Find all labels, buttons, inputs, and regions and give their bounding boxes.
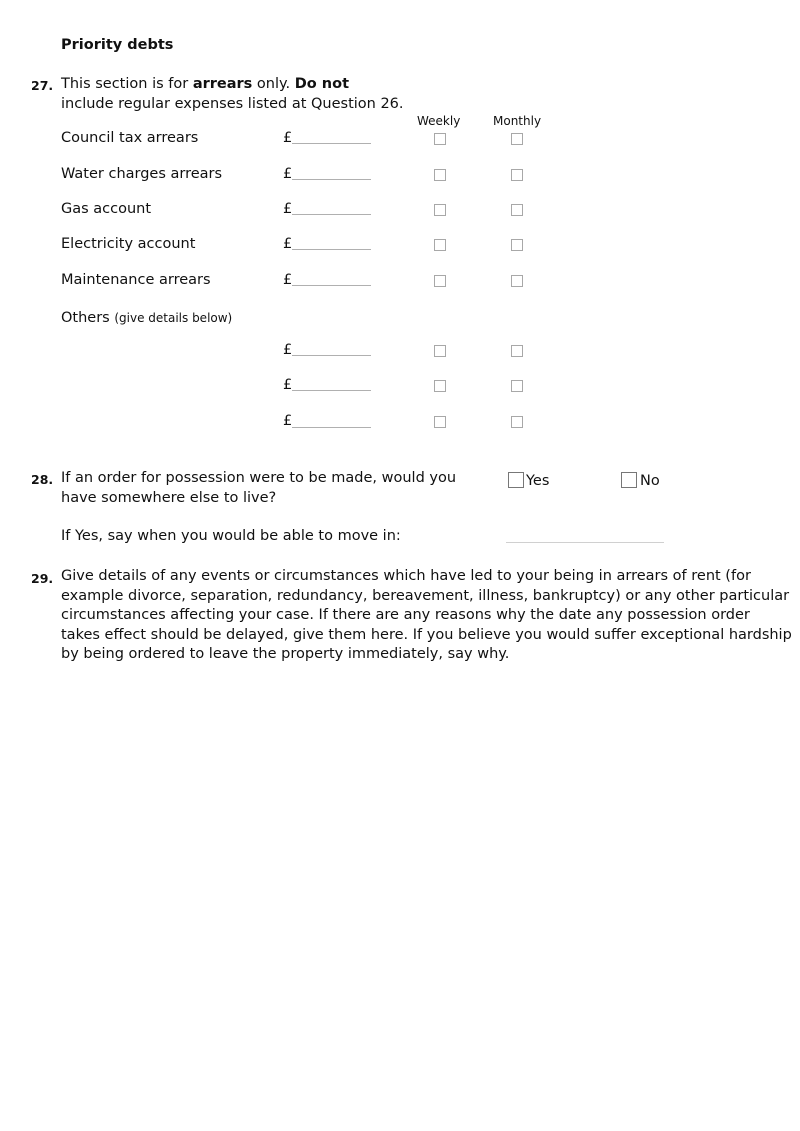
row-label-maintenance-arrears: Maintenance arrears [61, 272, 211, 288]
weekly-checkbox-other-2[interactable] [434, 380, 446, 392]
currency-symbol: £ [283, 130, 293, 146]
yes-label: Yes [526, 473, 550, 489]
currency-symbol: £ [283, 342, 293, 358]
currency-symbol: £ [283, 413, 293, 429]
move-in-date-input[interactable] [506, 542, 664, 543]
row-label-electricity-account: Electricity account [61, 236, 196, 252]
currency-symbol: £ [283, 377, 293, 393]
question-28-line2: have somewhere else to live? [61, 490, 277, 506]
move-in-question: If Yes, say when you would be able to move in: [61, 528, 401, 544]
weekly-checkbox-maintenance-arrears[interactable] [434, 275, 446, 287]
others-label: Others (give details below) [61, 310, 233, 326]
currency-symbol: £ [283, 272, 293, 288]
section-heading: Priority debts [61, 37, 174, 53]
question-27-line1: This section is for arrears only. Do not [61, 76, 350, 92]
currency-symbol: £ [283, 236, 293, 252]
amount-input-other-2[interactable] [292, 390, 371, 391]
question-28-number: 28. [31, 472, 54, 487]
column-header-weekly: Weekly [417, 114, 461, 128]
yes-checkbox[interactable] [508, 472, 524, 488]
question-29-text [61, 567, 792, 665]
monthly-checkbox-other-1[interactable] [511, 345, 523, 357]
monthly-checkbox-other-2[interactable] [511, 380, 523, 392]
amount-input-water-charges[interactable] [292, 179, 371, 180]
weekly-checkbox-other-1[interactable] [434, 345, 446, 357]
amount-input-other-3[interactable] [292, 427, 371, 428]
no-checkbox[interactable] [621, 472, 637, 488]
row-label-gas-account: Gas account [61, 201, 152, 217]
amount-input-electricity-account[interactable] [292, 249, 371, 250]
question-27-line2: include regular expenses listed at Question 26. [61, 96, 404, 112]
weekly-checkbox-other-3[interactable] [434, 416, 446, 428]
monthly-checkbox-gas-account[interactable] [511, 204, 523, 216]
amount-input-maintenance-arrears[interactable] [292, 285, 371, 286]
amount-input-gas-account[interactable] [292, 214, 371, 215]
monthly-checkbox-other-3[interactable] [511, 416, 523, 428]
monthly-checkbox-electricity-account[interactable] [511, 239, 523, 251]
question-29-line: Give details of any events or circumstances which have led to your being in arrears of rent (for [61, 568, 751, 584]
question-29-line: takes effect should be delayed, give them here. If you believe you would suffer exceptional hardship [61, 626, 792, 643]
weekly-checkbox-council-tax[interactable] [434, 133, 446, 145]
currency-symbol: £ [283, 166, 293, 182]
question-28-line1: If an order for possession were to be made, would you [61, 470, 457, 486]
monthly-checkbox-maintenance-arrears[interactable] [511, 275, 523, 287]
question-29-line: example divorce, separation, redundancy, bereavement, illness, bankruptcy) or any other particular [61, 587, 790, 604]
currency-symbol: £ [283, 201, 293, 217]
row-label-water-charges: Water charges arrears [61, 166, 223, 182]
question-29-line: circumstances affecting your case. If there are any reasons why the date any possession order [61, 607, 750, 624]
amount-input-other-1[interactable] [292, 355, 371, 356]
weekly-checkbox-electricity-account[interactable] [434, 239, 446, 251]
question-27-number: 27. [31, 78, 54, 93]
amount-input-council-tax[interactable] [292, 143, 371, 144]
question-29-number: 29. [31, 571, 54, 586]
weekly-checkbox-gas-account[interactable] [434, 204, 446, 216]
weekly-checkbox-water-charges[interactable] [434, 169, 446, 181]
no-label: No [640, 473, 660, 489]
monthly-checkbox-council-tax[interactable] [511, 133, 523, 145]
row-label-council-tax: Council tax arrears [61, 130, 199, 146]
column-header-monthly: Monthly [493, 114, 542, 128]
question-29-line: by being ordered to leave the property immediately, say why. [61, 646, 510, 663]
monthly-checkbox-water-charges[interactable] [511, 169, 523, 181]
